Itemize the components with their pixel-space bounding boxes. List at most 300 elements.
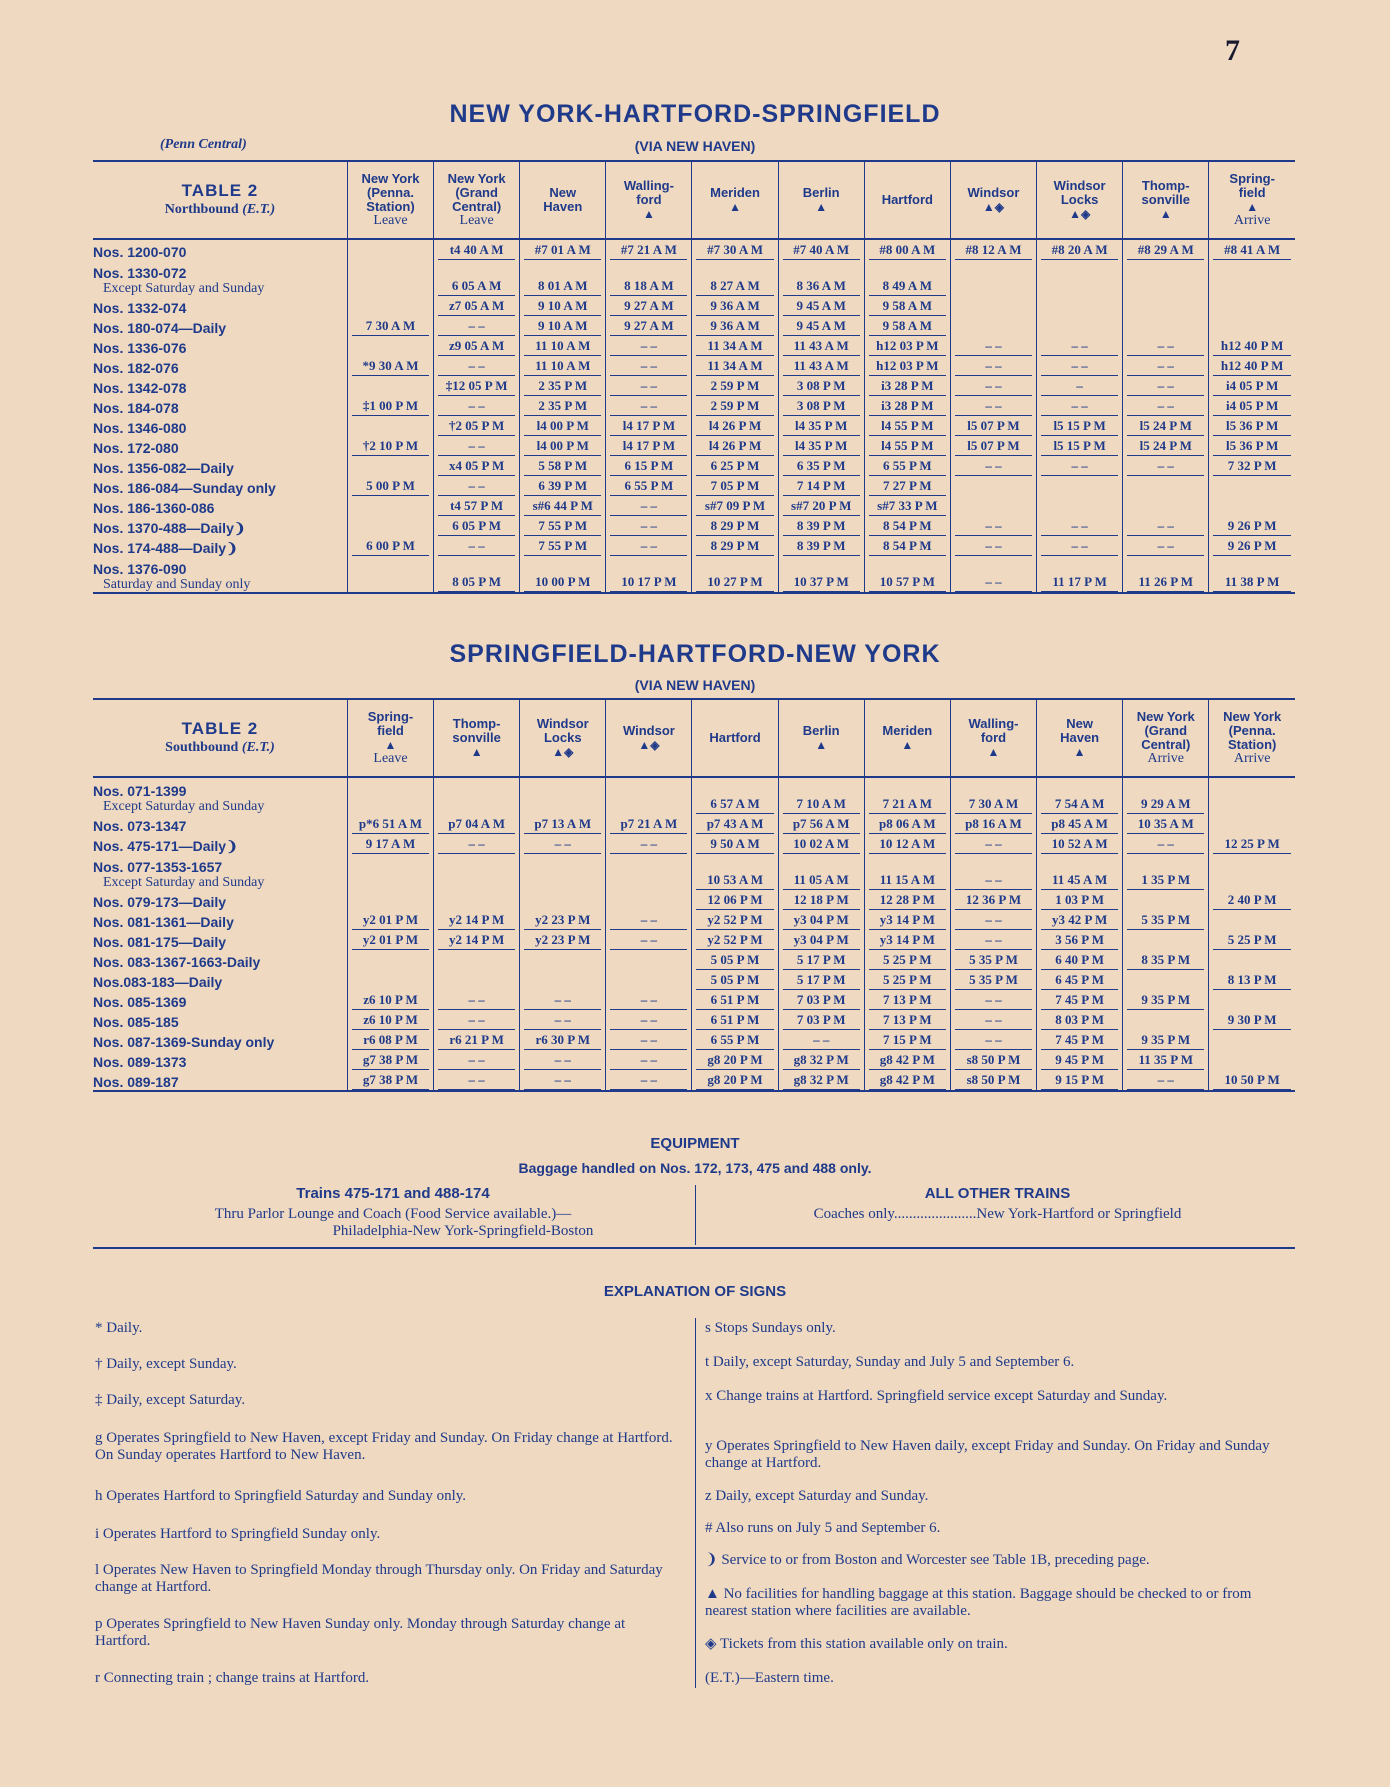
time-value: – – (610, 338, 687, 356)
time-cell (520, 1010, 606, 1030)
station-name-line: Windsor (967, 185, 1020, 200)
time-cell (1123, 239, 1209, 260)
time-value: 3 08 P M (783, 378, 860, 396)
time-value: 9 29 A M (1127, 796, 1204, 814)
time-value: l4 00 P M (524, 418, 601, 436)
time-cell (778, 516, 864, 536)
train-label (93, 777, 347, 814)
time-value: t4 40 A M (438, 242, 515, 260)
time-value: 8 27 A M (696, 278, 773, 296)
time-cell (864, 990, 950, 1010)
time-value: 6 45 P M (1041, 972, 1118, 990)
time-cell (864, 834, 950, 854)
station-name-line: Hartford (881, 192, 933, 207)
time-cell (520, 476, 606, 496)
et-label: (E.T.) (242, 201, 276, 217)
time-value: 9 30 P M (1213, 1012, 1291, 1030)
time-cell (434, 990, 520, 1010)
train-label (93, 1070, 347, 1091)
time-cell (864, 814, 950, 834)
table-row (93, 316, 1295, 336)
time-cell (950, 1030, 1036, 1050)
time-cell (347, 316, 433, 336)
time-value: – – (524, 1052, 601, 1070)
station-symbol: ▲◈ (982, 200, 1005, 214)
time-cell (520, 1050, 606, 1070)
time-cell (347, 516, 433, 536)
station-header (347, 161, 433, 239)
time-value: p7 56 A M (783, 816, 860, 834)
time-cell (778, 416, 864, 436)
time-cell (1123, 910, 1209, 930)
time-value: 7 45 P M (1041, 1032, 1118, 1050)
time-value: h12 40 P M (1213, 338, 1291, 356)
time-value: – – (610, 518, 687, 536)
time-value: – – (524, 992, 601, 1010)
time-cell (606, 970, 692, 990)
time-value: y2 52 P M (696, 932, 773, 950)
train-numbers: Nos. 1336-076 (93, 340, 187, 356)
time-value: l5 24 P M (1127, 418, 1204, 436)
time-cell (606, 476, 692, 496)
time-cell (606, 396, 692, 416)
time-cell (1123, 930, 1209, 950)
station-name-line: Walling- (623, 178, 674, 193)
station-name-line: Windsor (536, 716, 589, 731)
time-value: i4 05 P M (1213, 398, 1291, 416)
time-value: 8 49 A M (869, 278, 946, 296)
time-value: t4 57 P M (438, 498, 515, 516)
station-symbol: ▲ (642, 207, 655, 221)
train-label (93, 890, 347, 910)
time-value: 2 35 P M (524, 378, 601, 396)
time-cell (1123, 496, 1209, 516)
time-cell (864, 416, 950, 436)
time-value: 7 54 A M (1041, 796, 1118, 814)
time-cell (434, 1030, 520, 1050)
time-cell (864, 777, 950, 814)
time-cell (864, 1070, 950, 1091)
table-row (93, 476, 1295, 496)
time-cell (950, 456, 1036, 476)
sign-explanation: † Daily, except Sunday. (95, 1356, 237, 1372)
time-cell (692, 950, 778, 970)
time-cell (606, 990, 692, 1010)
time-value: l5 15 P M (1041, 438, 1118, 456)
time-cell (692, 1070, 778, 1091)
time-value: 5 17 P M (783, 972, 860, 990)
sign-explanation: h Operates Hartford to Springfield Saturday and Sunday only. (95, 1488, 467, 1504)
time-cell (434, 436, 520, 456)
station-symbol: ▲ (1073, 745, 1086, 759)
time-cell (778, 1050, 864, 1070)
station-header (778, 699, 864, 777)
time-cell (1037, 950, 1123, 970)
time-cell (1209, 296, 1295, 316)
time-cell (1037, 1030, 1123, 1050)
time-cell (778, 376, 864, 396)
time-value: #7 01 A M (524, 242, 601, 260)
time-cell (347, 1050, 433, 1070)
time-value: z6 10 P M (352, 992, 429, 1010)
train-numbers: Nos. 1200-070 (93, 244, 187, 260)
time-value: l4 55 P M (869, 418, 946, 436)
time-cell (864, 536, 950, 556)
station-name-line: Haven (543, 199, 583, 214)
time-value: p7 21 A M (610, 816, 687, 834)
time-value: r6 08 P M (352, 1032, 429, 1050)
train-label (93, 456, 347, 476)
train-numbers: Nos. 1356-082—Daily (93, 460, 234, 476)
time-cell (778, 854, 864, 890)
page-number: 7 (1225, 34, 1240, 67)
southbound-timetable (93, 698, 1295, 1092)
time-value: 11 17 P M (1041, 574, 1118, 592)
time-cell (864, 376, 950, 396)
table-row (93, 296, 1295, 316)
time-cell (606, 1050, 692, 1070)
station-name-line: Thomp- (452, 716, 501, 731)
time-cell (692, 814, 778, 834)
time-value: ‡12 05 P M (438, 378, 515, 396)
station-header (1123, 699, 1209, 777)
time-cell (520, 970, 606, 990)
train-numbers: Nos. 184-078 (93, 400, 179, 416)
station-header (520, 699, 606, 777)
time-value: – – (438, 1052, 515, 1070)
time-cell (606, 930, 692, 950)
train-numbers: Nos. 089-187 (93, 1074, 179, 1090)
train-note: Except Saturday and Sunday (103, 281, 265, 296)
time-cell (520, 416, 606, 436)
time-cell (1037, 777, 1123, 814)
time-value: – – (955, 836, 1032, 854)
time-cell (864, 854, 950, 890)
station-header (1037, 699, 1123, 777)
station-name-line: Spring- (1229, 171, 1275, 186)
station-symbol: ▲ (729, 200, 741, 214)
station-name-line: field (1238, 185, 1266, 200)
time-value: z6 10 P M (352, 1012, 429, 1030)
time-cell (1209, 260, 1295, 296)
time-cell (347, 260, 433, 296)
time-value: – – (610, 538, 687, 556)
time-cell (434, 496, 520, 516)
train-note: Except Saturday and Sunday (103, 875, 265, 890)
station-name-line: Windsor (1053, 178, 1106, 193)
time-cell (692, 239, 778, 260)
time-value: 10 50 P M (1213, 1072, 1291, 1090)
time-cell (950, 1010, 1036, 1030)
time-value: – – (610, 912, 687, 930)
time-value: 8 05 P M (438, 574, 515, 592)
time-value: 8 39 P M (783, 518, 860, 536)
time-cell (692, 496, 778, 516)
equipment-left-line2: Philadelphia-New York-Springfield-Boston (332, 1223, 594, 1239)
train-numbers: Nos. 071-1399 (93, 783, 187, 799)
time-cell (1037, 356, 1123, 376)
time-cell (1037, 910, 1123, 930)
time-value: #8 41 A M (1213, 242, 1291, 260)
sign-explanation: s Stops Sundays only. (705, 1320, 836, 1336)
time-value: 7 03 P M (783, 992, 860, 1010)
time-value: y2 01 P M (352, 932, 429, 950)
train-label (93, 970, 347, 990)
time-cell (1209, 814, 1295, 834)
station-header (950, 161, 1036, 239)
time-value: 9 45 A M (783, 318, 860, 336)
time-cell (347, 436, 433, 456)
train-numbers: Nos. 083-1367-1663-Daily (93, 954, 261, 970)
table-row (93, 376, 1295, 396)
time-value: – – (1127, 358, 1204, 376)
time-value: 3 56 P M (1041, 932, 1118, 950)
time-value: 5 17 P M (783, 952, 860, 970)
station-name-line: Meriden (882, 723, 933, 738)
station-name-line: New York (1223, 709, 1282, 724)
station-symbol: ▲ (384, 738, 397, 752)
time-value: 6 57 A M (696, 796, 773, 814)
time-cell (1209, 990, 1295, 1010)
time-value: 12 28 P M (869, 892, 946, 910)
time-value: x4 05 P M (438, 458, 515, 476)
time-cell (864, 456, 950, 476)
time-cell (1123, 336, 1209, 356)
time-cell (950, 1070, 1036, 1091)
train-numbers: Nos. 172-080 (93, 440, 179, 456)
time-cell (606, 456, 692, 476)
time-cell (1123, 416, 1209, 436)
time-cell (1123, 356, 1209, 376)
train-numbers: Nos. 186-1360-086 (93, 500, 215, 516)
train-note: Saturday and Sunday only (103, 577, 251, 592)
time-cell (520, 536, 606, 556)
time-cell (347, 476, 433, 496)
time-value: 6 39 P M (524, 478, 601, 496)
time-cell (1209, 777, 1295, 814)
time-cell (606, 260, 692, 296)
train-numbers: Nos.083-183—Daily (93, 974, 223, 990)
time-cell (692, 396, 778, 416)
station-name-line: ford (980, 730, 1007, 745)
time-cell (1037, 556, 1123, 593)
sign-explanation: x Change trains at Hartford. Springfield service except Saturday and Sunday. (705, 1388, 1168, 1404)
time-cell (347, 396, 433, 416)
time-cell (1037, 1050, 1123, 1070)
time-cell (778, 456, 864, 476)
time-value: 6 51 P M (696, 992, 773, 1010)
time-cell (1209, 854, 1295, 890)
time-value: s#7 20 P M (783, 498, 860, 516)
equipment-left-line1: Thru Parlor Lounge and Coach (Food Service available.)— (214, 1206, 572, 1222)
station-name-line: New (1066, 716, 1093, 731)
time-value: l4 26 P M (696, 418, 773, 436)
time-cell (864, 296, 950, 316)
time-value: – – (955, 518, 1032, 536)
time-cell (520, 239, 606, 260)
time-cell (692, 556, 778, 593)
time-cell (347, 296, 433, 316)
time-value: 9 27 A M (610, 298, 687, 316)
station-symbol: ▲ (470, 745, 483, 759)
time-cell (864, 556, 950, 593)
train-numbers: Nos. 1332-074 (93, 300, 187, 316)
time-cell (692, 336, 778, 356)
time-cell (778, 239, 864, 260)
time-value: 10 37 P M (783, 574, 860, 592)
signs-divider (695, 1318, 696, 1688)
time-cell (1123, 476, 1209, 496)
time-value: 11 10 A M (524, 338, 601, 356)
time-value: 7 30 A M (955, 796, 1032, 814)
time-value: #8 12 A M (955, 242, 1032, 260)
equipment-bottom-rule (93, 1247, 1295, 1249)
time-value: y3 04 P M (783, 912, 860, 930)
table-row (93, 416, 1295, 436)
time-cell (347, 356, 433, 376)
time-cell (692, 536, 778, 556)
station-header (692, 699, 778, 777)
time-cell (778, 296, 864, 316)
time-value: 6 05 A M (438, 278, 515, 296)
time-cell (520, 496, 606, 516)
time-value: – – (610, 1032, 687, 1050)
train-label (93, 556, 347, 593)
time-value: g7 38 P M (352, 1052, 429, 1070)
table-row (93, 777, 1295, 814)
time-cell (1123, 436, 1209, 456)
time-value: 2 35 P M (524, 398, 601, 416)
time-value: g8 32 P M (783, 1072, 860, 1090)
time-cell (520, 260, 606, 296)
time-value: 7 10 A M (783, 796, 860, 814)
time-cell (1123, 970, 1209, 990)
station-name-line: ford (636, 192, 662, 207)
train-label (93, 376, 347, 396)
time-cell (692, 476, 778, 496)
time-value: 12 36 P M (955, 892, 1032, 910)
train-numbers: Nos. 1346-080 (93, 420, 187, 436)
time-cell (1209, 1010, 1295, 1030)
time-value: 9 26 P M (1213, 518, 1291, 536)
time-cell (950, 316, 1036, 336)
time-cell (950, 356, 1036, 376)
time-cell (434, 260, 520, 296)
time-value: 5 25 P M (869, 952, 946, 970)
time-cell (1209, 970, 1295, 990)
time-value: – – (955, 458, 1032, 476)
time-value: l4 35 P M (783, 438, 860, 456)
table-row (93, 854, 1295, 890)
time-cell (692, 854, 778, 890)
train-label (93, 910, 347, 930)
equipment-right (700, 1185, 1295, 1223)
time-value: 12 25 P M (1213, 836, 1291, 854)
time-value: #8 20 A M (1041, 242, 1118, 260)
time-cell (864, 516, 950, 536)
time-value: – – (610, 498, 687, 516)
time-value: l4 35 P M (783, 418, 860, 436)
time-cell (1037, 496, 1123, 516)
time-cell (434, 814, 520, 834)
station-header (520, 161, 606, 239)
time-value: l4 55 P M (869, 438, 946, 456)
sign-explanation: (E.T.)—Eastern time. (705, 1670, 834, 1686)
time-value: – – (1127, 1072, 1204, 1090)
time-cell (1209, 910, 1295, 930)
time-cell (1123, 316, 1209, 336)
time-cell (1209, 1050, 1295, 1070)
time-cell (434, 376, 520, 396)
train-label (93, 356, 347, 376)
equipment-title: EQUIPMENT (650, 1135, 740, 1152)
time-value: – – (610, 378, 687, 396)
time-cell (434, 834, 520, 854)
time-value: h12 03 P M (869, 358, 946, 376)
train-label (93, 516, 347, 536)
train-label (93, 336, 347, 356)
time-value: 5 35 P M (955, 972, 1032, 990)
time-cell (434, 777, 520, 814)
table-row (93, 970, 1295, 990)
time-value: 10 17 P M (610, 574, 687, 592)
time-cell (864, 930, 950, 950)
time-value: 10 00 P M (524, 574, 601, 592)
time-cell (1037, 296, 1123, 316)
time-cell (520, 556, 606, 593)
time-cell (347, 1010, 433, 1030)
time-cell (606, 336, 692, 356)
time-value: 9 45 A M (783, 298, 860, 316)
time-cell (1037, 890, 1123, 910)
baggage-note: Baggage handled on Nos. 172, 173, 475 and 488 only. (518, 1160, 872, 1176)
time-value: – – (1127, 458, 1204, 476)
time-cell (520, 296, 606, 316)
time-cell (520, 336, 606, 356)
time-value: 8 29 P M (696, 538, 773, 556)
table-corner (93, 699, 347, 777)
time-cell (1209, 556, 1295, 593)
time-value: 9 27 A M (610, 318, 687, 336)
time-cell (778, 260, 864, 296)
time-cell (778, 970, 864, 990)
table-row (93, 396, 1295, 416)
train-numbers: Nos. 085-1369 (93, 994, 187, 1010)
time-cell (520, 436, 606, 456)
time-value: – – (438, 1072, 515, 1090)
time-value: – – (610, 932, 687, 950)
time-value: 5 05 P M (696, 952, 773, 970)
time-cell (520, 854, 606, 890)
time-cell (520, 910, 606, 930)
time-value: #8 29 A M (1127, 242, 1204, 260)
time-value: – – (1127, 538, 1204, 556)
time-value: l5 36 P M (1213, 418, 1291, 436)
time-cell (692, 516, 778, 536)
time-cell (778, 950, 864, 970)
time-value: 8 29 P M (696, 518, 773, 536)
time-value: – – (955, 1012, 1032, 1030)
station-symbol: ▲ (987, 745, 1000, 759)
time-cell (1037, 436, 1123, 456)
station-name-line: Hartford (709, 730, 761, 745)
time-value: 2 59 P M (696, 398, 773, 416)
time-value: – – (955, 378, 1032, 396)
time-cell (864, 260, 950, 296)
time-value: – – (438, 538, 515, 556)
time-value: 11 34 A M (696, 358, 773, 376)
time-cell (1037, 260, 1123, 296)
